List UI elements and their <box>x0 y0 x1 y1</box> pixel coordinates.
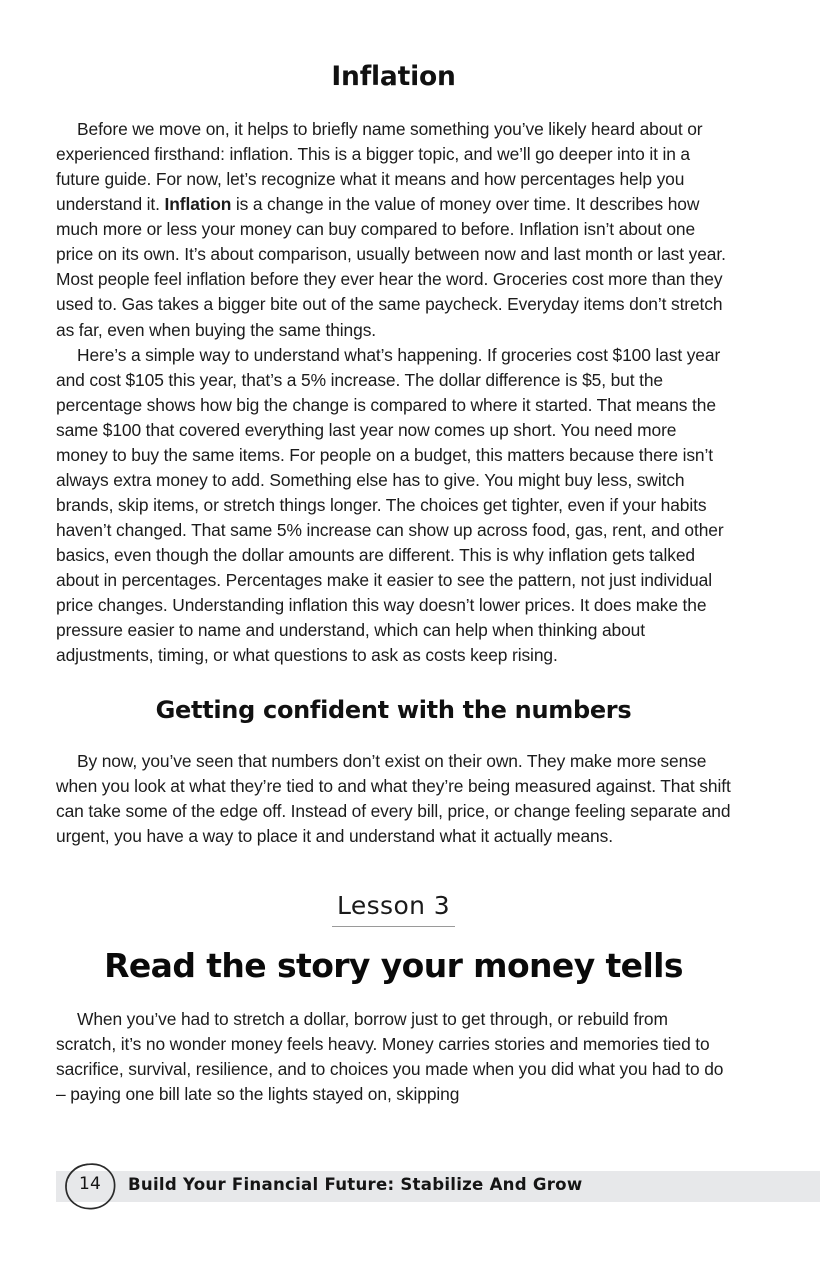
sub-heading-getting-confident: Getting confident with the numbers <box>155 696 632 725</box>
page-content <box>56 62 731 1107</box>
page-number: 14 <box>78 1174 102 1194</box>
sub-heading-paragraph: By now, you’ve seen that numbers don’t exist on their own. They make more sense when you look at what they’re tied to and what they’re being measured against. That shift can take some of the edge off. Instead of every bill, price, or change feeling separate and urgent, you have a way to place it and understand what it actually means. <box>56 750 731 846</box>
lesson-title: Read the story your money tells <box>104 945 683 985</box>
page-footer <box>56 1160 820 1212</box>
inflation-bold-term: Inflation <box>164 194 232 215</box>
footer-book-title: Build Your Financial Future: Stabilize And Grow <box>128 1175 583 1194</box>
lesson-block <box>56 891 731 985</box>
paragraph-1 <box>56 117 731 342</box>
page-number-badge <box>62 1160 118 1212</box>
lesson-eyebrow-label: Lesson 3 <box>332 891 455 927</box>
paragraph-1-run-1: Before we move on, it helps to briefly name something you’ve likely heard about or experienced firsthand: inflation. This is a bigger topic, and we’ll go deeper into it in a future guide. For now, let’s recognize what it means and how percentages help you understand it. <box>56 119 703 215</box>
lesson-paragraph: When you’ve had to stretch a dollar, borrow just to get through, or rebuild from scratch, it’s no wonder money feels heavy. Money carries stories and memories tied to sacrifice, survival, resilience, and to choices you made when you did what you had to do – paying one bill late so the lights stayed on, skipping <box>56 1008 724 1105</box>
paragraph-2 <box>56 343 731 669</box>
paragraph-2-run-1: Here’s a simple way to understand what’s happening. If groceries cost $100 last year and cost $105 this year, that’s a 5% increase. The dollar difference is $5, but the percentage shows how big the change is compared to where it started. That means the same $100 that covered everything last year now comes up short. You need more money to buy the same items. For people on a budget, this matters because there isn’t always extra money to add. Something else has to give. You might buy less, switch brands, skip items, or stretch things longer. The choices get tighter, even if your habits haven’t changed. That same 5% increase can show up across food, gas, rent, and other basics, even though the dollar amounts are different. This is why inflation gets talked about in percentages. Percentages make it easier to see the pattern, not just individual price changes. Understanding inflation this way doesn’t lower prices. It does make the pressure easier to name and understand, which can help when thinking about adjustments, timing, or what questions to ask as costs keep rising. <box>56 344 724 666</box>
lesson-title-spacer <box>56 985 731 1007</box>
section-title: Inflation <box>331 61 456 92</box>
paragraph-1-run-3: is a change in the value of money over time. It describes how much more or less your money can buy compared to before. Inflation isn’t about one price on its own. It’s about comparison, usually between now and last month or last year. Most people feel inflation before they ever hear the word. Groceries cost more than they used to. Gas takes a bigger bite out of the same paycheck. Everyday items don’t stretch as far, even when buying the same things. <box>56 194 726 340</box>
